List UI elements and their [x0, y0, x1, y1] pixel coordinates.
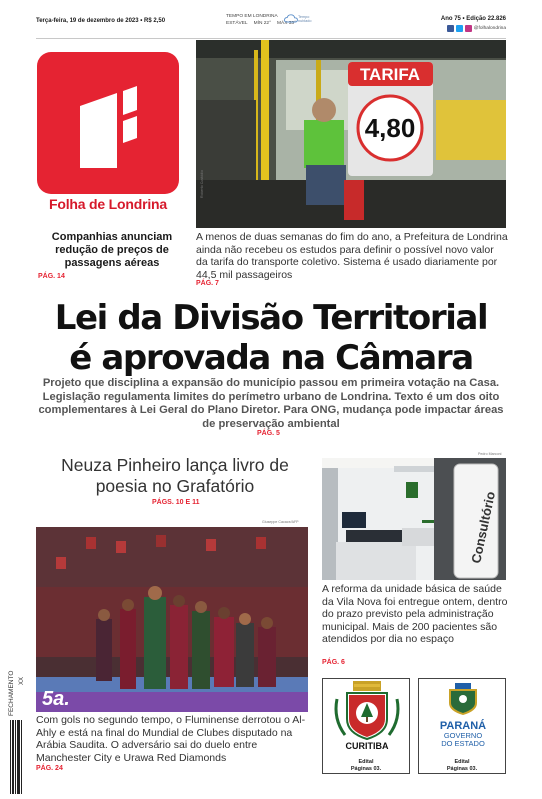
page-ref-neuza[interactable]: PÁGS. 10 E 11 — [152, 499, 200, 506]
curitiba-name: CURITIBA — [345, 741, 389, 751]
parana-name: PARANÁ — [439, 720, 487, 732]
brand-name: Folha de Londrina — [49, 196, 167, 212]
bus-caption: A menos de duas semanas do fim do ano, a Prefeitura de Londrina ainda não recebeu os estudos para definir o possível novo valor da tarifa do transporte coletivo. Sistema é usado diariamente por 44,5 mil passageiros — [196, 231, 508, 281]
weather-min: MÍN 22° — [253, 21, 271, 26]
parana-sub2: DO ESTADO — [441, 739, 485, 748]
headline-line-1: Lei da Divisão Territorial — [54, 298, 488, 338]
facebook-icon[interactable] — [447, 25, 454, 32]
twitter-icon[interactable] — [456, 25, 463, 32]
ad-parana[interactable] — [418, 678, 506, 774]
logo-mark-icon — [37, 52, 179, 194]
weather-title: TEMPO EM LONDRINA — [226, 14, 278, 19]
curitiba-pages: Páginas 03. — [350, 765, 382, 772]
fare-sign-label: TARIFA — [359, 65, 421, 84]
barcode-icon — [9, 720, 23, 794]
page-ref-soccer[interactable]: PÁG. 24 — [36, 765, 63, 772]
weather-widget — [226, 14, 336, 26]
teaser-airlines[interactable]: Companhias anunciam redução de preços de passagens aéreas — [51, 231, 173, 270]
soccer-photo-credit: Giuseppe Cacace/AFP — [262, 520, 299, 524]
svg-text:5a.: 5a. — [42, 688, 70, 710]
clinic-door-sign: Consultório — [468, 490, 499, 565]
parana-edital: Edital — [454, 759, 470, 765]
parana-sub1: GOVERNO — [443, 731, 483, 740]
curitiba-edital: Edital — [358, 759, 374, 765]
social-links — [447, 25, 506, 32]
edition-number: Ano 75 • Edição 22.826 — [440, 16, 506, 22]
page-ref-bus[interactable]: PÁG. 7 — [196, 280, 219, 287]
clinic-caption: A reforma da unidade básica de saúde da Vila Nova foi entregue ontem, dentro do prazo previsto pela administração municipal. Mais de 200 pacientes são atendidos por dia no espaço — [322, 583, 508, 646]
header-divider — [36, 38, 506, 39]
clinic-photo — [322, 458, 506, 580]
headline-line-2: é aprovada na Câmara — [69, 338, 473, 379]
lead-headline[interactable] — [20, 298, 522, 378]
soccer-photo — [36, 527, 308, 712]
weather-state: ESTÁVEL — [226, 21, 248, 26]
lead-deck: Projeto que disciplina a expansão do município passou em primeira votação na Casa. Legislação regulamenta limites do perímetro urbano de Londrina. Texto é um dos oito complementares à Lei Geral do Plano Diretor. Para ONG, mudança pode impactar áreas de preservação ambiental — [38, 377, 504, 430]
bus-photo — [196, 40, 506, 228]
parana-pages: Páginas 03. — [446, 765, 478, 772]
date-price: Terça-feira, 19 de dezembro de 2023 • R$ 2,50 — [36, 18, 166, 24]
page-ref-lead[interactable]: PÁG. 5 — [257, 430, 280, 437]
instagram-icon[interactable] — [465, 25, 472, 32]
cloud-icon — [284, 14, 298, 23]
side-xx-label: XX — [19, 676, 26, 686]
weather-description: Tempo nublado — [298, 15, 312, 24]
ad-curitiba[interactable] — [322, 678, 410, 774]
clinic-photo-credit: Pedro Marconi — [478, 452, 502, 456]
page-ref-airlines[interactable]: PÁG. 14 — [38, 273, 65, 280]
social-handle: @folhalondrina — [473, 26, 506, 31]
side-fechamento — [8, 658, 20, 716]
masthead-bar — [36, 14, 506, 36]
fechamento-label: FECHAMENTO — [8, 670, 15, 716]
weather-max: MÁX 33° — [277, 21, 296, 26]
fare-sign-value: 4,80 — [364, 113, 416, 143]
teaser-neuza[interactable]: Neuza Pinheiro lança livro de poesia no Grafatório — [61, 455, 289, 496]
soccer-caption: Com gols no segundo tempo, o Fluminense derrotou o Al-Ahly e está na final do Mundial de Clubes disputado na Arábia Saudita. O adversário sai do duelo entre Manchester City e Urawa Red Diamonds — [36, 714, 306, 764]
newspaper-logo — [37, 52, 179, 194]
bus-photo-credit: Roberto Custódio — [200, 170, 204, 198]
page-ref-clinic[interactable]: PÁG. 6 — [322, 659, 345, 666]
